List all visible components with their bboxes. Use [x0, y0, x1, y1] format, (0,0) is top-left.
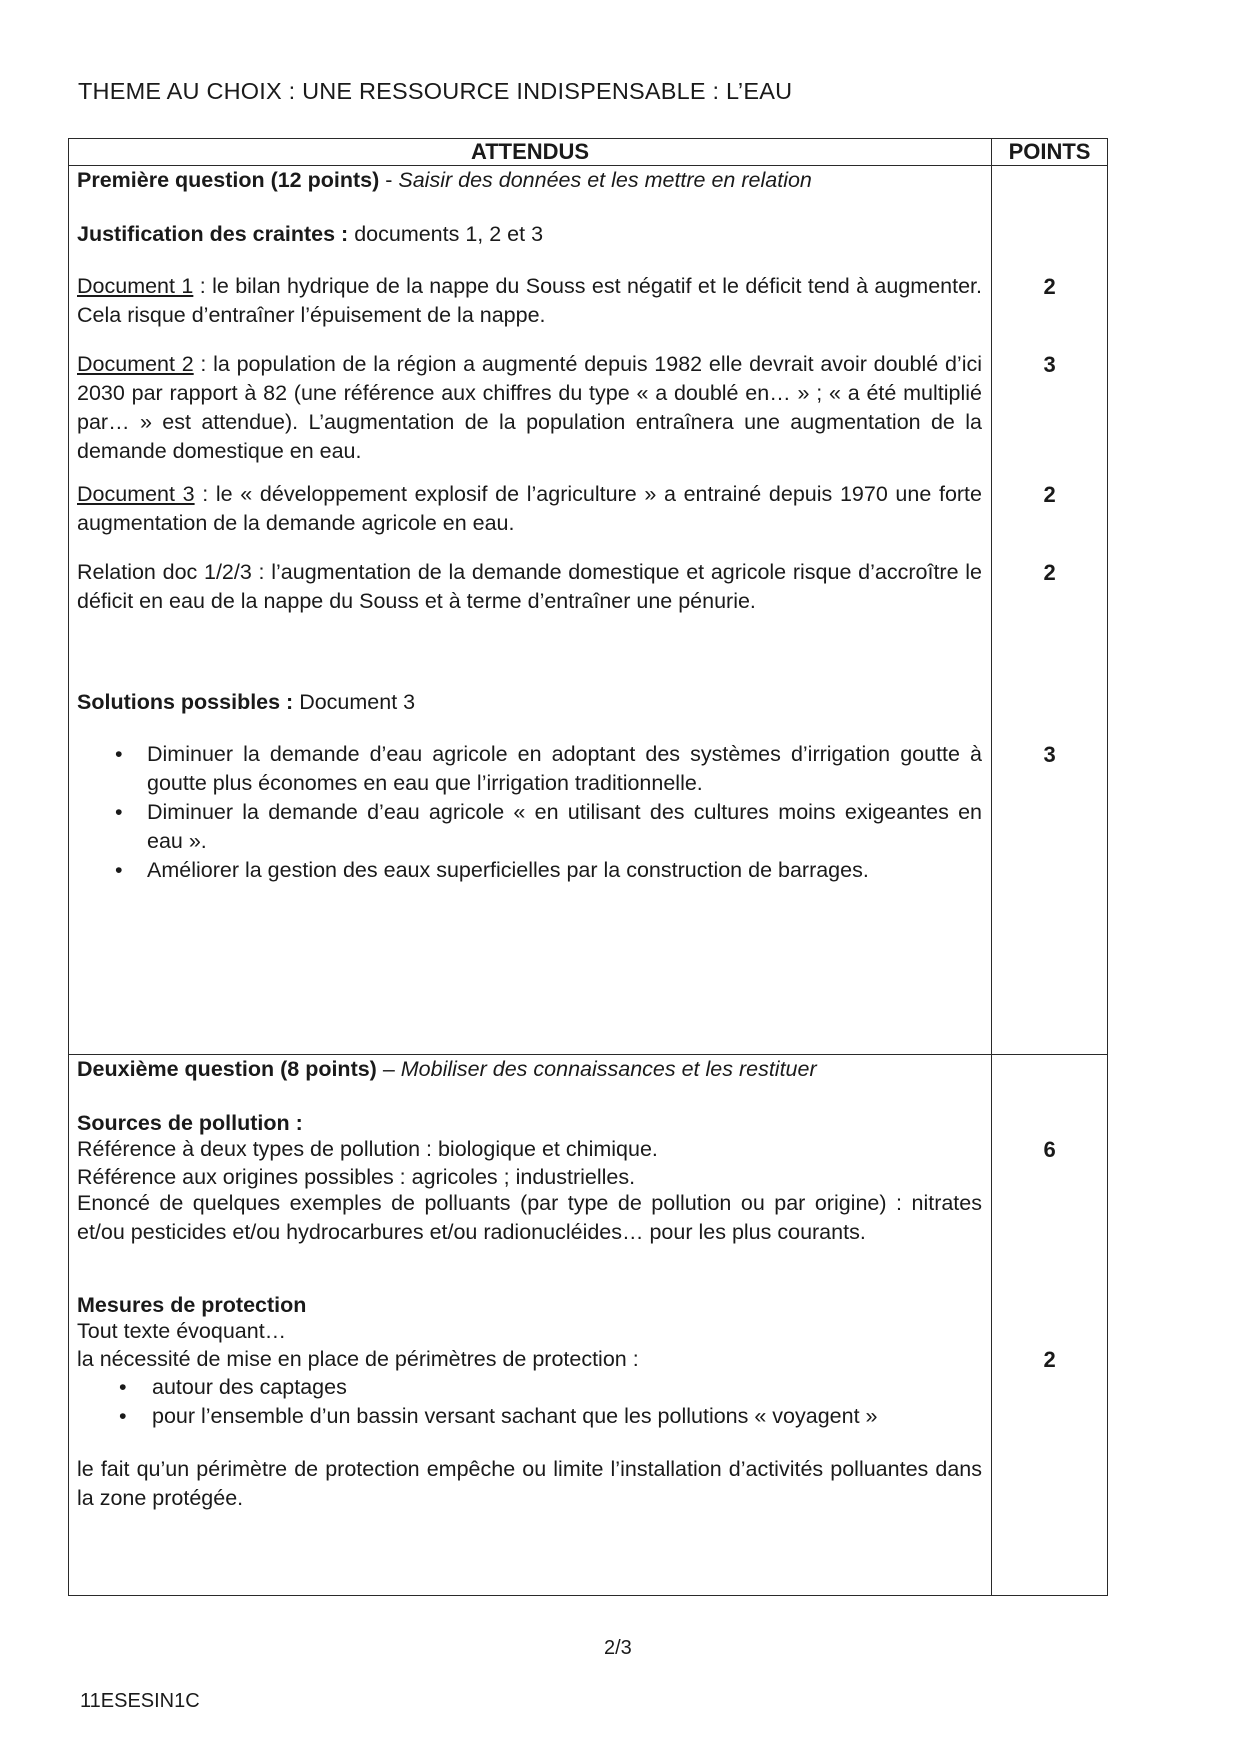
- question-2-points: [992, 1055, 1108, 1596]
- document-3-text: : le « développement explosif de l’agriculture » a entrainé depuis 1970 une forte augmentation de la demande agricole en eau.: [77, 482, 982, 535]
- solutions-heading: [77, 688, 982, 717]
- question-1-row: [69, 166, 1108, 1055]
- points-document-2: 3: [1043, 352, 1056, 377]
- mesures-label: Mesures de protection: [77, 1293, 307, 1317]
- relation-paragraph: Relation doc 1/2/3 : l’augmentation de la demande domestique et agricole risque d’accroître le déficit en eau de la nappe du Souss et à terme d’entraîner une pénurie.: [77, 560, 982, 613]
- question-2-separator: –: [376, 1057, 401, 1081]
- document-1-text: : le bilan hydrique de la nappe du Souss est négatif et le déficit tend à augmenter. Cela risque d’entraîner l’épuisement de la nappe.: [77, 274, 983, 327]
- page-title: THEME AU CHOIX : UNE RESSOURCE INDISPENSABLE : L’EAU: [78, 78, 793, 104]
- mesures-conclusion: le fait qu’un périmètre de protection empêche ou limite l’installation d’activités polluantes dans la zone protégée.: [77, 1457, 982, 1510]
- question-2-heading: [77, 1055, 982, 1084]
- list-item: • Diminuer la demande d’eau agricole en adoptant des systèmes d’irrigation goutte à goutte plus économes en eau que l’irrigation traditionnelle.: [77, 740, 982, 798]
- solutions-label: Solutions possibles :: [77, 690, 294, 714]
- header-attendus: ATTENDUS: [69, 139, 992, 166]
- question-2-subtitle: Mobiliser des connaissances et les restituer: [400, 1057, 817, 1081]
- points-document-3: 2: [1043, 482, 1056, 507]
- question-1-title: Première question (12 points): [77, 168, 380, 192]
- points-mesures: 2: [1043, 1347, 1056, 1372]
- list-item: • Améliorer la gestion des eaux superficielles par la construction de barrages.: [77, 856, 982, 885]
- sources-line-2: Référence aux origines possibles : agricoles ; industrielles.: [77, 1165, 636, 1189]
- list-item: • Diminuer la demande d’eau agricole « en utilisant des cultures moins exigeantes en eau ».: [77, 798, 982, 856]
- sources-paragraph: Enoncé de quelques exemples de polluants (par type de pollution ou par origine) : nitrates et/ou pesticides et/ou hydrocarbures et/ou radionucléides… pour les plus courants.: [77, 1191, 982, 1244]
- points-document-1: 2: [1043, 274, 1056, 299]
- question-2-title: Deuxième question (8 points): [77, 1057, 377, 1081]
- question-1-content: [69, 166, 992, 1055]
- question-2-content: [69, 1055, 992, 1596]
- solutions-list: [77, 740, 982, 885]
- header-points: POINTS: [992, 139, 1108, 166]
- sources-line-1: Référence à deux types de pollution : biologique et chimique.: [77, 1137, 658, 1161]
- table-header-row: [69, 139, 1108, 166]
- question-1-points: [992, 166, 1108, 1055]
- document-3-label: Document 3: [77, 482, 195, 506]
- question-1-heading: [77, 166, 982, 195]
- document-1-paragraph: [77, 272, 982, 330]
- mesures-line-2: la nécessité de mise en place de périmètres de protection :: [77, 1347, 639, 1371]
- mesures-line-1: Tout texte évoquant…: [77, 1319, 287, 1343]
- justification-text: documents 1, 2 et 3: [348, 222, 544, 246]
- document-2-paragraph: [77, 350, 982, 466]
- sources-label: Sources de pollution :: [77, 1111, 303, 1135]
- solutions-list-wrapper: [77, 740, 982, 885]
- document-1-label: Document 1: [77, 274, 194, 298]
- mesures-list: [77, 1373, 982, 1431]
- grading-table: [68, 138, 1108, 1596]
- list-item: • pour l’ensemble d’un bassin versant sachant que les pollutions « voyagent »: [77, 1402, 982, 1431]
- mesures-list-wrapper: [77, 1373, 982, 1431]
- points-relation: 2: [1043, 560, 1056, 585]
- justification-label: Justification des craintes :: [77, 222, 349, 246]
- page-number: 2/3: [604, 1637, 632, 1659]
- question-1-subtitle: Saisir des données et les mettre en relation: [398, 168, 812, 192]
- document-3-paragraph: [77, 480, 982, 538]
- points-solutions: 3: [1043, 742, 1056, 767]
- document-2-text: : la population de la région a augmenté depuis 1982 elle devrait avoir doublé d’ici 2030 par rapport à 82 (une référence aux chiffres du type « a doublé en… » ; « a été multiplié par… » est attendue). L’augmentation de la population entraînera une augmentation de la demande domestique en eau.: [77, 352, 983, 463]
- question-1-separator: -: [379, 168, 399, 192]
- justification-heading: [77, 220, 982, 249]
- list-item: • autour des captages: [77, 1373, 982, 1402]
- question-2-row: [69, 1055, 1108, 1596]
- points-sources: 6: [1043, 1137, 1056, 1162]
- document-code: 11ESESIN1C: [80, 1690, 200, 1712]
- solutions-text: Document 3: [293, 690, 416, 714]
- document-2-label: Document 2: [77, 352, 194, 376]
